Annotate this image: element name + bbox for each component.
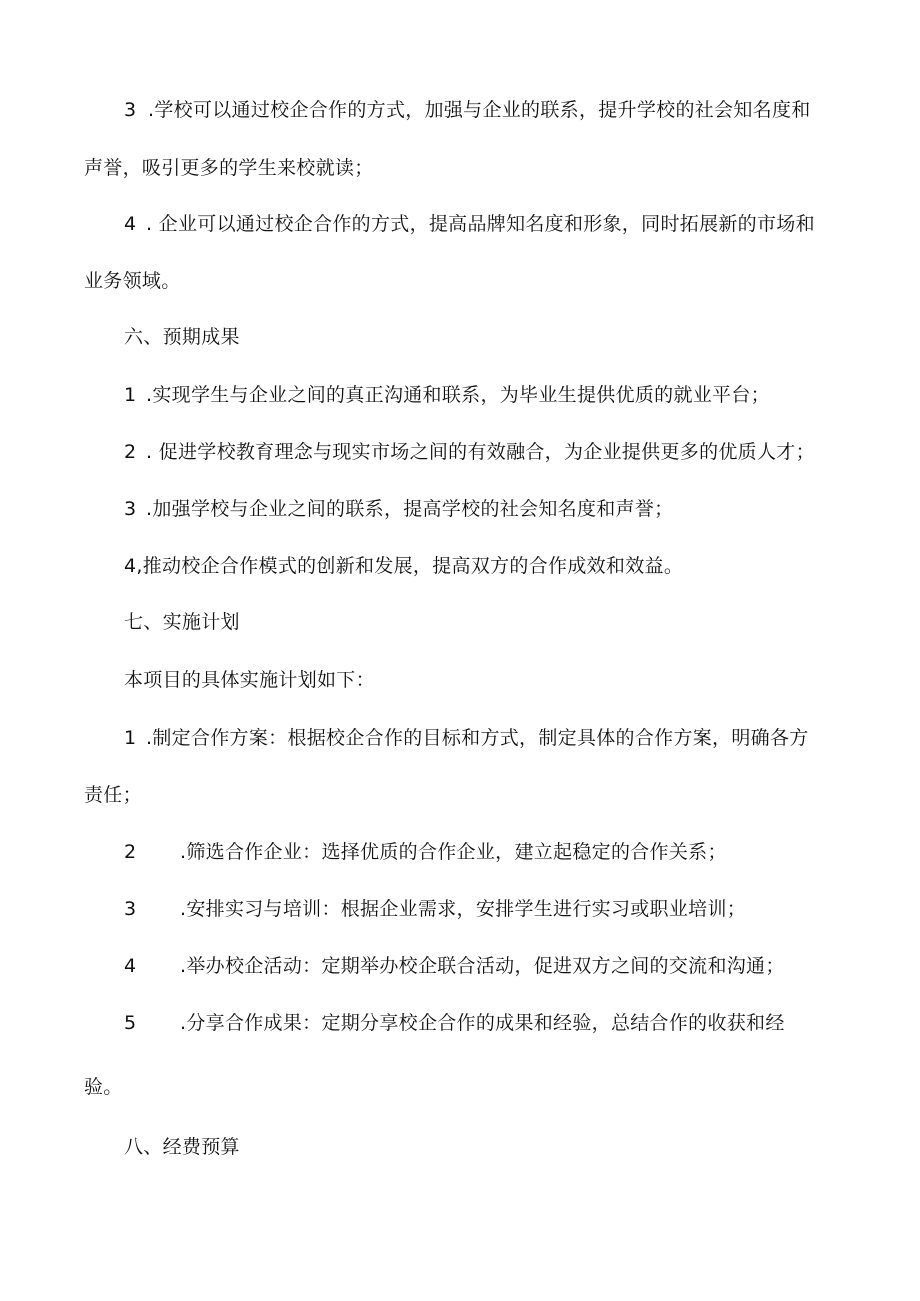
paragraph <box>124 668 375 692</box>
heading-text: 七、实施计划 <box>124 611 240 633</box>
item-text: .实现学生与企业之间的真正沟通和联系，为毕业生提供优质的就业平台； <box>146 384 770 406</box>
item-text: .举办校企活动：定期举办校企联合活动，促进双方之间的交流和沟通； <box>180 955 785 977</box>
item-number: 1 <box>124 727 137 749</box>
item-text: . 促进学校教育理念与现实市场之间的有效融合，为企业提供更多的优质人才； <box>146 441 815 463</box>
heading-text: 八、经费预算 <box>124 1136 240 1158</box>
list-item-continuation <box>84 156 374 180</box>
list-item <box>124 954 785 978</box>
item-number: 3 <box>124 498 137 520</box>
section-heading <box>124 610 240 634</box>
paragraph-text: 本项目的具体实施计划如下： <box>124 669 375 691</box>
item-text: .制定合作方案：根据校企合作的目标和方式，制定具体的合作方案，明确各方 <box>146 727 809 749</box>
list-item-continuation <box>84 269 181 293</box>
item-text: 验。 <box>84 1076 123 1098</box>
item-number: 2 <box>124 441 137 463</box>
list-item <box>124 383 770 407</box>
item-number: 2 <box>124 841 137 863</box>
list-item <box>124 497 673 521</box>
item-number: 3 <box>124 99 137 121</box>
section-heading <box>124 325 240 349</box>
item-text: 业务领域。 <box>84 270 181 292</box>
item-text: .加强学校与企业之间的联系，提高学校的社会知名度和声誉； <box>146 498 674 520</box>
item-text: 声誉，吸引更多的学生来校就读； <box>84 157 374 179</box>
item-text: 责任； <box>84 784 142 806</box>
item-number: 5 <box>124 1012 137 1034</box>
heading-text: 六、预期成果 <box>124 326 240 348</box>
list-item-continuation <box>84 1075 123 1099</box>
list-item-continuation <box>84 783 142 807</box>
item-number: 4 <box>124 213 137 235</box>
item-text: .筛选合作企业：选择优质的合作企业，建立起稳定的合作关系； <box>180 841 727 863</box>
item-number: 1 <box>124 384 137 406</box>
list-item <box>124 1011 785 1035</box>
item-text: .安排实习与培训：根据企业需求，安排学生进行实习或职业培训； <box>180 898 747 920</box>
list-item <box>124 554 683 578</box>
item-text: .学校可以通过校企合作的方式，加强与企业的联系，提升学校的社会知名度和 <box>148 99 811 121</box>
item-text: 4,推动校企合作模式的创新和发展，提高双方的合作成效和效益。 <box>124 555 684 577</box>
item-number: 3 <box>124 898 137 920</box>
item-text: .分享合作成果：定期分享校企合作的成果和经验，总结合作的收获和经 <box>180 1012 785 1034</box>
list-item <box>124 840 727 864</box>
list-item <box>124 98 811 122</box>
list-item <box>124 440 815 464</box>
list-item <box>124 897 746 921</box>
list-item <box>124 726 809 750</box>
list-item <box>124 212 815 236</box>
item-number: 4 <box>124 955 137 977</box>
item-text: . 企业可以通过校企合作的方式，提高品牌知名度和形象，同时拓展新的市场和 <box>146 213 815 235</box>
section-heading <box>124 1135 240 1159</box>
